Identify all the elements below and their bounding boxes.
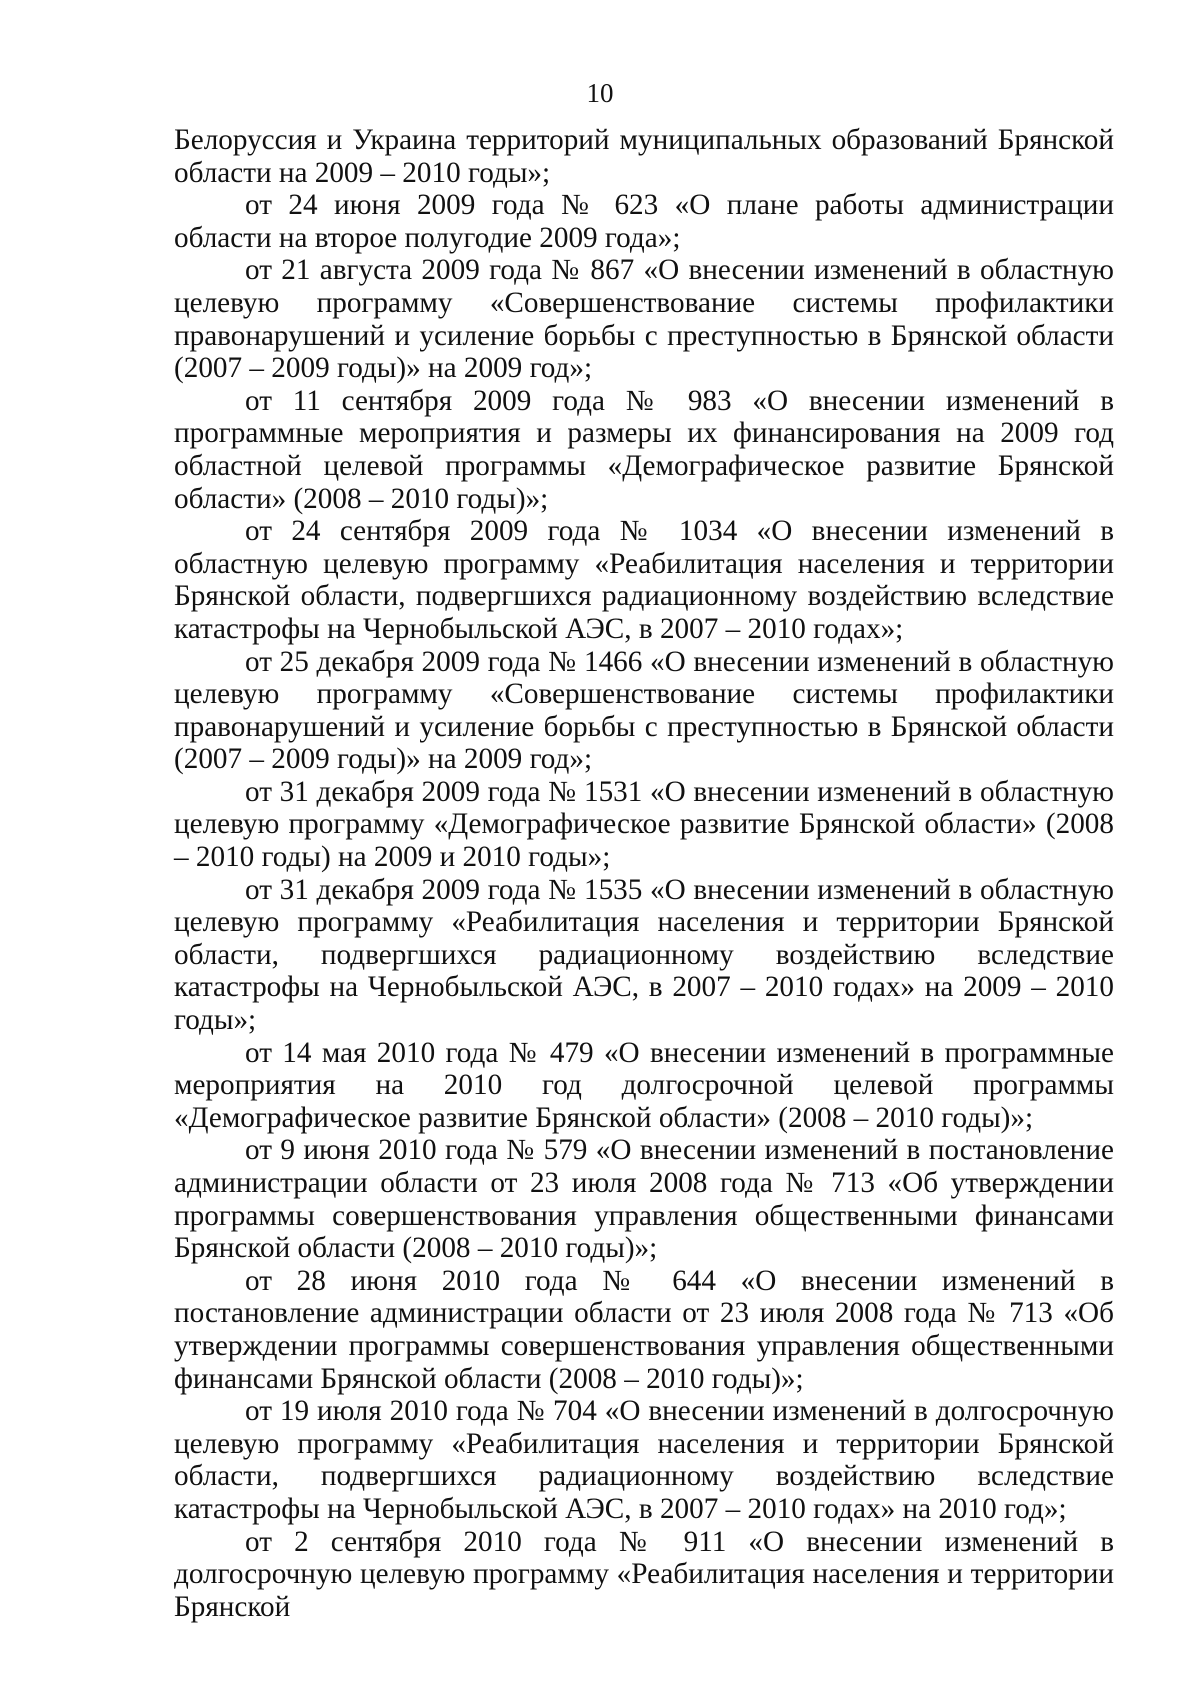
paragraph-resolution-623: от 24 июня 2009 года № 623 «О плане работы администрации области на второе полугодие 2009 года»; bbox=[174, 189, 1114, 254]
paragraph-resolution-911: от 2 сентября 2010 года № 911 «О внесении изменений в долгосрочную целевую программу «Реабилитация населения и территории Брянской bbox=[174, 1525, 1114, 1623]
paragraph-resolution-1535: от 31 декабря 2009 года № 1535 «О внесении изменений в областную целевую программу «Реабилитация населения и территории Брянской области, подвергшихся радиационному воздействию вследствие катастрофы на Чернобыльской АЭС, в 2007 – 2010 годах» на 2009 – 2010 годы»; bbox=[174, 873, 1114, 1037]
paragraph-resolution-704: от 19 июля 2010 года № 704 «О внесении изменений в долгосрочную целевую программу «Реабилитация населения и территории Брянской области, подвергшихся радиационному воздействию вследствие катастрофы на Чернобыльской АЭС, в 2007 – 2010 годах» на 2010 год»; bbox=[174, 1395, 1114, 1525]
paragraph-resolution-644: от 28 июня 2010 года № 644 «О внесении изменений в постановление администрации области от 23 июля 2008 года № 713 «Об утверждении программы совершенствования управления общественными финансами Брянской области (2008 – 2010 годы)»; bbox=[174, 1264, 1114, 1395]
paragraph-continuation: Белоруссия и Украина территорий муниципальных образований Брянской области на 2009 – 2010 годы»; bbox=[174, 124, 1114, 189]
paragraph-resolution-867: от 21 августа 2009 года № 867 «О внесении изменений в областную целевую программу «Совершенствование системы профилактики правонарушений и усиление борьбы с преступностью в Брянской области (2007 – 2009 годы)» на 2009 год»; bbox=[174, 254, 1114, 385]
paragraph-resolution-579: от 9 июня 2010 года № 579 «О внесении изменений в постановление администрации области от 23 июля 2008 года № 713 «Об утверждении программы совершенствования управления общественными финансами Брянской области (2008 – 2010 годы)»; bbox=[174, 1134, 1114, 1265]
paragraph-resolution-1531: от 31 декабря 2009 года № 1531 «О внесении изменений в областную целевую программу «Демографическое развитие Брянской области» (2008 – 2010 годы) на 2009 и 2010 годы»; bbox=[174, 775, 1114, 874]
document-body bbox=[174, 124, 1114, 1623]
paragraph-resolution-983: от 11 сентября 2009 года № 983 «О внесении изменений в программные мероприятия и размеры их финансирования на 2009 год областной целевой программы «Демографическое развитие Брянской области» (2008 – 2010 годы)»; bbox=[174, 384, 1114, 515]
paragraph-resolution-479: от 14 мая 2010 года № 479 «О внесении изменений в программные мероприятия на 2010 год долгосрочной целевой программы «Демографическое развитие Брянской области» (2008 – 2010 годы)»; bbox=[174, 1036, 1114, 1134]
page-number: 10 bbox=[586, 78, 614, 108]
paragraph-resolution-1466: от 25 декабря 2009 года № 1466 «О внесении изменений в областную целевую программу «Совершенствование системы профилактики правонарушений и усиление борьбы с преступностью в Брянской области (2007 – 2009 годы)» на 2009 год»; bbox=[174, 645, 1114, 776]
paragraph-resolution-1034: от 24 сентября 2009 года № 1034 «О внесении изменений в областную целевую программу «Реабилитация населения и территории Брянской области, подвергшихся радиационному воздействию вследствие катастрофы на Чернобыльской АЭС, в 2007 – 2010 годах»; bbox=[174, 515, 1114, 645]
